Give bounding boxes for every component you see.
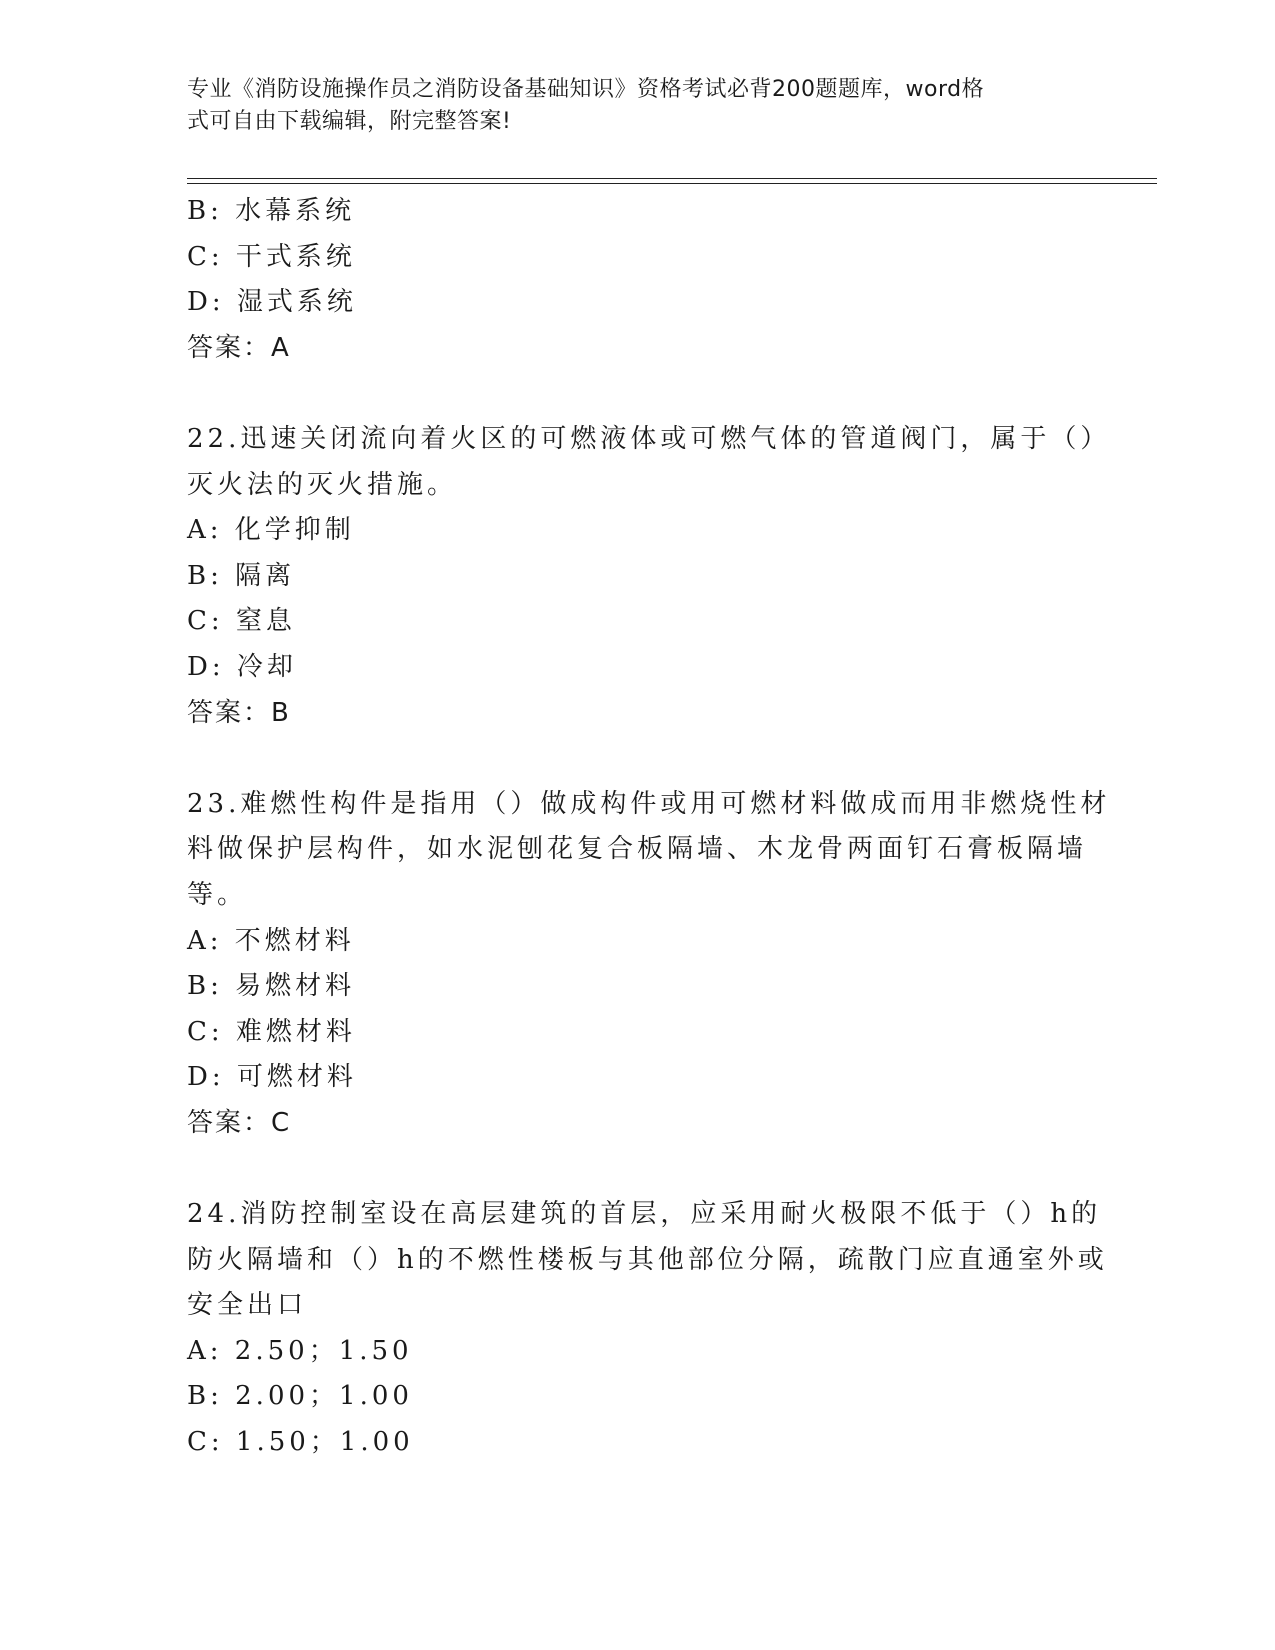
option-c: C: 干式系统 — [187, 241, 356, 272]
option-c: C: 难燃材料 — [187, 1016, 356, 1047]
question-list — [187, 189, 1111, 1466]
question-text-line: 防火隔墙和（）h的不燃性楼板与其他部位分隔，疏散门应直通室外或 — [187, 1244, 1108, 1275]
header-line-1: 专业《消防设施操作员之消防设备基础知识》资格考试必背200题题库，word格 — [187, 77, 985, 102]
question-text-line: 灭火法的灭火措施。 — [187, 469, 458, 500]
question-21-tail — [187, 189, 1087, 371]
option-a: A: 不燃材料 — [187, 925, 355, 956]
option-c: C: 窒息 — [187, 606, 296, 637]
header-divider-bottom — [187, 183, 1157, 184]
answer-line: 答案：B — [187, 697, 291, 728]
question-text-line: 23.难燃性构件是指用（）做成构件或用可燃材料做成而用非燃烧性材 — [187, 788, 1111, 819]
option-b: B: 易燃材料 — [187, 971, 356, 1002]
option-b: B: 水幕系统 — [187, 196, 356, 226]
question-23 — [187, 782, 1111, 1147]
option-a: A: 2.50；1.50 — [187, 1335, 413, 1366]
option-d: D: 湿式系统 — [187, 287, 357, 318]
option-c: C: 1.50；1.00 — [187, 1427, 414, 1458]
option-a: A: 化学抑制 — [187, 515, 355, 546]
option-d: D: 冷却 — [187, 651, 297, 682]
question-text-line: 料做保护层构件，如水泥刨花复合板隔墙、木龙骨两面钉石膏板隔墙 — [187, 834, 1088, 865]
question-text-line: 等。 — [187, 879, 248, 910]
header-line-2: 式可自由下载编辑，附完整答案! — [187, 109, 512, 134]
document-header — [187, 74, 1067, 138]
header-divider-top — [187, 178, 1157, 179]
question-text-line: 安全出口 — [187, 1290, 308, 1321]
option-d: D: 可燃材料 — [187, 1062, 357, 1093]
answer-line: 答案：A — [187, 332, 291, 363]
question-text-line: 22.迅速关闭流向着火区的可燃液体或可燃气体的管道阀门，属于（） — [187, 423, 1111, 454]
question-24 — [187, 1192, 1108, 1466]
option-b: B: 隔离 — [187, 560, 296, 591]
question-text-line: 24.消防控制室设在高层建筑的首层，应采用耐火极限不低于（）h的 — [187, 1199, 1102, 1230]
answer-line: 答案：C — [187, 1107, 292, 1138]
option-b: B: 2.00；1.00 — [187, 1381, 413, 1412]
question-22 — [187, 417, 1111, 736]
